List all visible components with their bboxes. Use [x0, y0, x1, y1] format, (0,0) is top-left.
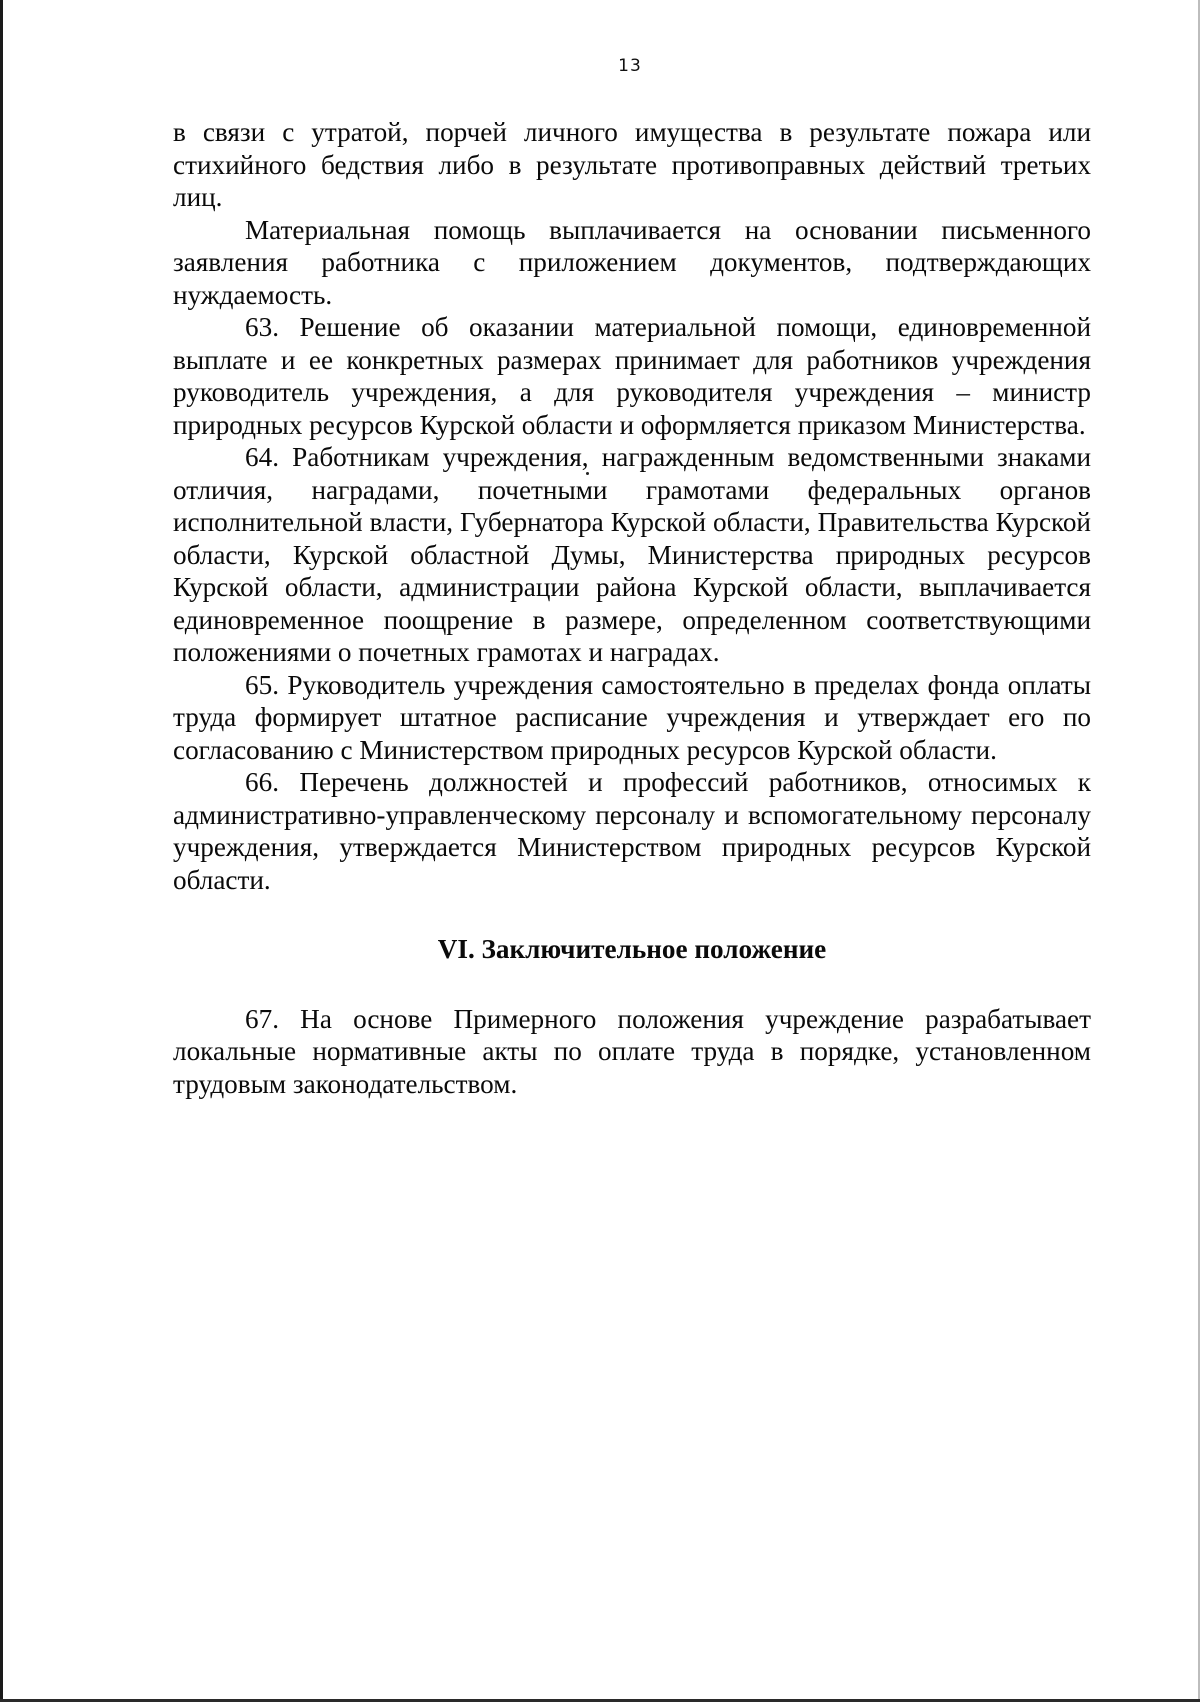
paragraph-65: 65. Руководитель учреждения самостоятельно в пределах фонда оплаты труда формирует штатное расписание учреждения и утверждает его по согласованию с Министерством природных ресурсов Курской области.: [173, 669, 1091, 765]
paragraph-66: 66. Перечень должностей и профессий работников, относимых к административно-управленческому персоналу и вспомогательному персоналу учреждения, утверждается Министерством природных ресурсов Курской области.: [173, 767, 1091, 895]
paragraph-63: 63. Решение об оказании материальной помощи, единовременной выплате и ее конкретных размерах принимает для работников учреждения руководитель учреждения, а для руководителя учреждения – министр природных ресурсов Курской области и оформляется приказом Министерства.: [173, 312, 1091, 440]
paragraph-64: 64. Работникам учреждения, награжденным ведомственными знаками отличия, наградами, почетными грамотами федеральных органов исполнительной власти, Губернатора Курской области, Правительства Курской области, Курской областной Думы, Министерства природных ресурсов Курской области, администрации района Курской области, выплачивается единовременное поощрение в размере, определенном соответствующими положениями о почетных грамотах и наградах.: [173, 442, 1091, 667]
page-number: 13: [618, 56, 642, 76]
scan-speck: [586, 472, 589, 475]
document-body: [173, 116, 1091, 1100]
section-heading: VI. Заключительное положение: [437, 934, 827, 964]
paragraph-material-aid: Материальная помощь выплачивается на основании письменного заявления работника с приложением документов, подтверждающих нуждаемость.: [173, 214, 1091, 310]
scan-edge-left: [0, 0, 3, 1702]
paragraph-67: 67. На основе Примерного положения учреждение разрабатывает локальные нормативные акты по оплате труда в порядке, установленном трудовым законодательством.: [173, 1003, 1091, 1099]
paragraph-continuation: в связи с утратой, порчей личного имущества в результате пожара или стихийного бедствия либо в результате противоправных действий третьих лиц.: [173, 117, 1091, 212]
